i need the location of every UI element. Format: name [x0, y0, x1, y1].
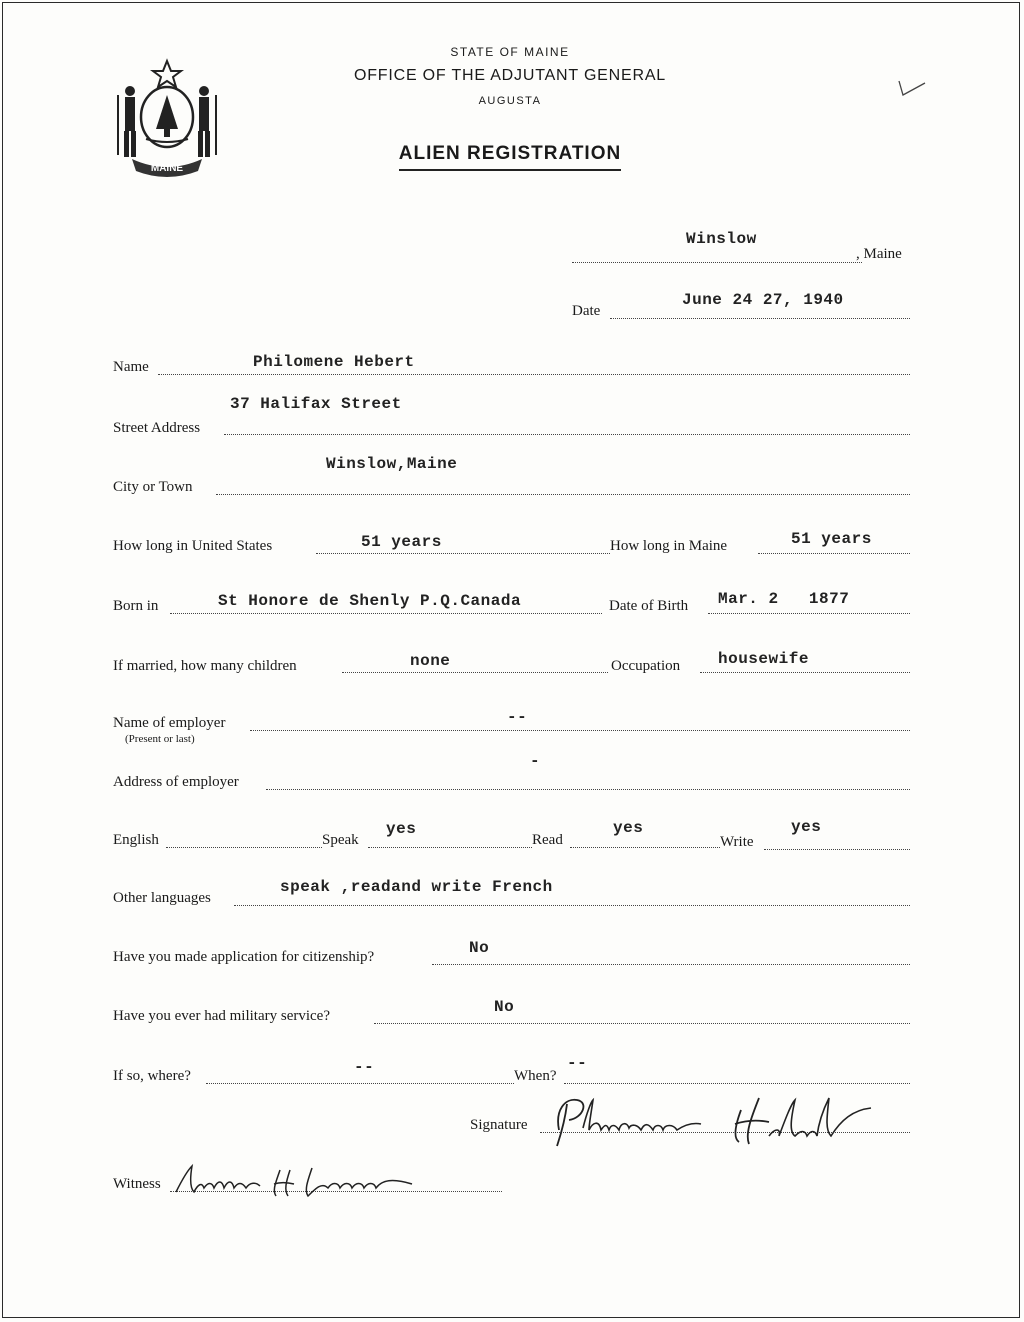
- military-label: Have you ever had military service?: [113, 1008, 330, 1024]
- name-label: Name: [113, 359, 149, 375]
- speak-label: Speak: [322, 832, 359, 848]
- other-languages-line: [234, 905, 910, 906]
- born-in-label: Born in: [113, 598, 159, 614]
- city-town-value: Winslow,Maine: [326, 455, 458, 473]
- employer-name-line: [250, 730, 910, 731]
- born-in-value: St Honore de Shenly P.Q.Canada: [218, 592, 522, 610]
- where-value: --: [354, 1058, 375, 1076]
- citizenship-value: No: [469, 939, 490, 957]
- date-of-birth-label: Date of Birth: [609, 598, 689, 614]
- street-value: 37 Halifax Street: [230, 395, 402, 413]
- occupation-value: housewife: [718, 650, 809, 668]
- how-long-us-value: 51 years: [361, 533, 442, 551]
- checkmark-icon: [895, 75, 930, 100]
- other-languages-label: Other languages: [113, 890, 211, 906]
- date-label: Date: [572, 303, 601, 319]
- read-label: Read: [532, 832, 563, 848]
- witness-text: Napoleon A. Lacroix: [172, 1160, 181, 1161]
- children-line: [342, 672, 608, 673]
- street-line: [224, 434, 910, 435]
- signature-handwriting-icon: [545, 1090, 890, 1160]
- born-in-line: [170, 613, 602, 614]
- how-long-maine-label: How long in Maine: [610, 538, 728, 554]
- signature-label: Signature: [470, 1117, 528, 1133]
- occupation-label: Occupation: [611, 658, 681, 674]
- read-value: yes: [613, 819, 644, 837]
- form-title: ALIEN REGISTRATION: [300, 143, 720, 171]
- witness-label: Witness: [113, 1176, 161, 1192]
- english-label: English: [113, 832, 159, 848]
- speak-value: yes: [386, 820, 417, 838]
- when-label: When?: [514, 1068, 557, 1084]
- employer-name-sublabel: (Present or last): [125, 733, 195, 745]
- other-languages-value: speak ,readand write French: [280, 878, 553, 896]
- where-line: [206, 1083, 514, 1084]
- children-value: none: [410, 652, 451, 670]
- military-value: No: [494, 998, 515, 1016]
- name-value: Philomene Hebert: [253, 353, 415, 371]
- how-long-us-line: [316, 553, 610, 554]
- employer-name-label: Name of employer: [113, 715, 226, 731]
- read-line: [570, 847, 720, 848]
- children-label: If married, how many children: [113, 658, 297, 674]
- write-label: Write: [720, 834, 754, 850]
- how-long-maine-value: 51 years: [791, 530, 872, 548]
- town-suffix: , Maine: [856, 246, 902, 262]
- when-line: [564, 1083, 910, 1084]
- employer-address-label: Address of employer: [113, 774, 239, 790]
- employer-name-value: --: [507, 708, 528, 726]
- where-label: If so, where?: [113, 1068, 191, 1084]
- employer-address-line: [266, 789, 910, 790]
- street-label: Street Address: [113, 420, 201, 436]
- date-line: [610, 318, 910, 319]
- city-town-line: [216, 494, 910, 495]
- how-long-maine-line: [758, 553, 910, 554]
- signature-text: Philomene Hebert: [545, 1090, 553, 1091]
- header-state: STATE OF MAINE: [450, 45, 570, 59]
- speak-line: [368, 847, 532, 848]
- english-line: [166, 847, 322, 848]
- name-line: [158, 374, 910, 375]
- date-of-birth-line: [708, 613, 910, 614]
- employer-address-value: -: [530, 752, 541, 770]
- header-office: OFFICE OF THE ADJUTANT GENERAL: [353, 67, 667, 84]
- when-value: --: [567, 1054, 588, 1072]
- seal-banner-text: MAINE: [150, 163, 184, 174]
- citizenship-line: [432, 964, 910, 965]
- witness-handwriting-icon: [172, 1160, 422, 1200]
- header-city: AUGUSTA: [478, 95, 542, 107]
- write-value: yes: [791, 818, 822, 836]
- how-long-us-label: How long in United States: [113, 538, 273, 554]
- state-seal-icon: [110, 55, 225, 180]
- occupation-line: [700, 672, 910, 673]
- date-value: June 24 27, 1940: [682, 291, 844, 309]
- write-line: [764, 849, 910, 850]
- town-line: [572, 262, 862, 263]
- town-value: Winslow: [686, 230, 757, 248]
- citizenship-label: Have you made application for citizenship?: [113, 949, 375, 965]
- date-of-birth-value: Mar. 2 1877: [718, 590, 850, 608]
- city-town-label: City or Town: [113, 479, 193, 495]
- military-line: [374, 1023, 910, 1024]
